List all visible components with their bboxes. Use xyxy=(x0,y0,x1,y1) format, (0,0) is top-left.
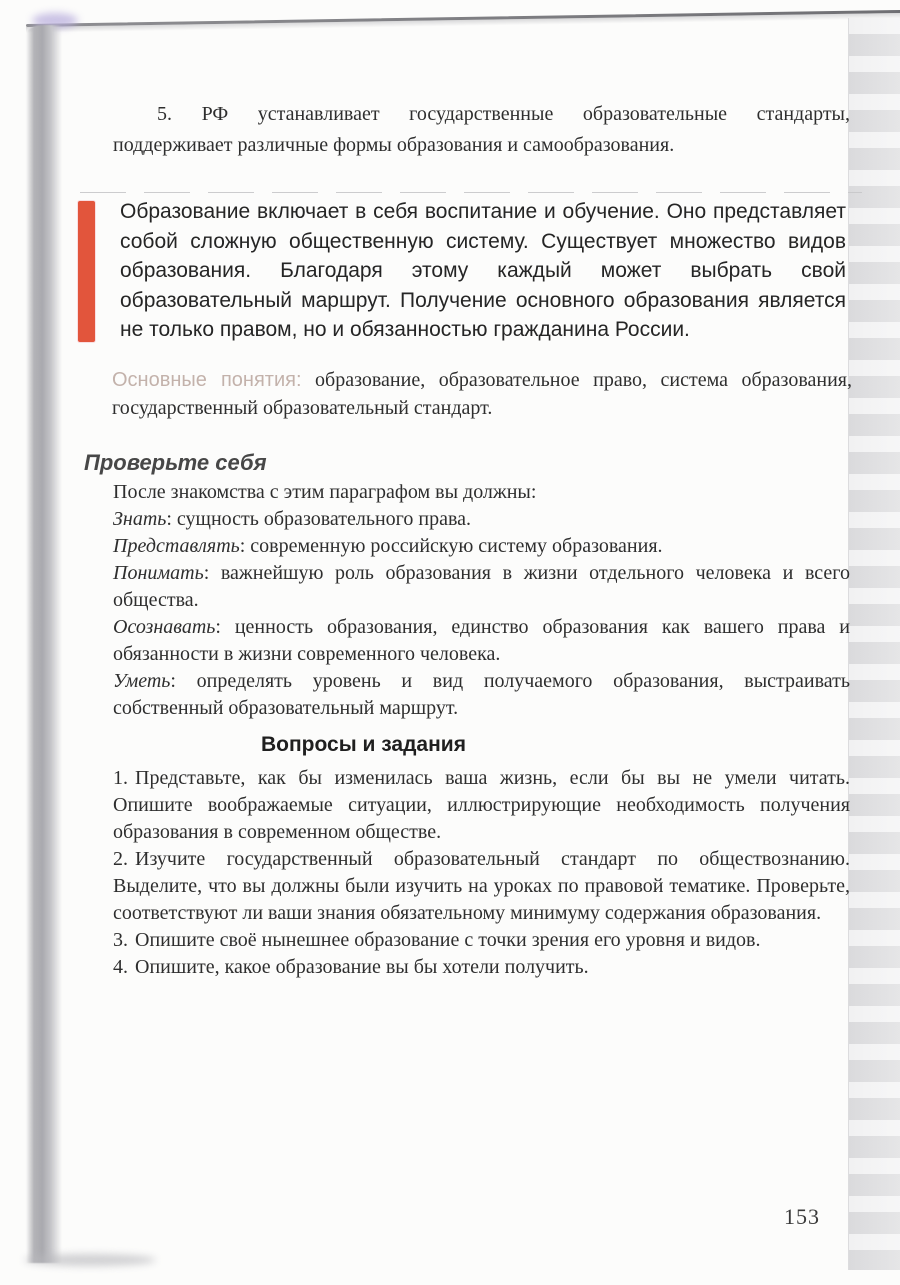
check-item xyxy=(113,668,850,722)
check-item-label: Знать xyxy=(113,508,167,530)
key-concepts-label: Основные понятия: xyxy=(112,369,302,391)
check-item-text: : современную российскую систему образования. xyxy=(239,535,663,557)
check-item xyxy=(113,614,850,668)
page-stack-edge xyxy=(848,18,900,1270)
question-item xyxy=(113,765,850,846)
question-text: Опишите своё нынешнее образование с точки зрения его уровня и видов. xyxy=(135,929,761,951)
check-item-label: Представлять xyxy=(113,535,240,557)
question-text: Опишите, какое образование вы бы хотели получить. xyxy=(135,956,589,978)
check-item-label: Уметь xyxy=(113,670,171,692)
question-number: 4. xyxy=(113,956,128,978)
spine-shadow-foot xyxy=(24,1254,156,1266)
check-item xyxy=(113,506,850,533)
question-text: Изучите государственный образовательный стандарт по обществознанию. Выделите, что вы должны были изучить на уроках по правовой тематике. Проверьте, соответствуют ли ваши знания обязательному минимуму содержания образования. xyxy=(113,848,850,924)
check-yourself-heading: Проверьте себя xyxy=(84,450,267,475)
check-item-text: : ценность образования, единство образования как вашего права и обязанности в жизни современного человека. xyxy=(113,616,850,665)
question-item xyxy=(113,927,850,954)
key-concepts xyxy=(112,366,852,422)
question-item xyxy=(113,846,850,927)
question-item xyxy=(113,954,850,981)
question-number: 3. xyxy=(113,929,128,951)
questions-heading: Вопросы и задания xyxy=(261,733,466,756)
key-concepts-text: образование, образовательное право, система образования, государственный образовательный стандарт. xyxy=(112,369,853,419)
check-item xyxy=(113,533,850,560)
summary-box xyxy=(78,197,848,345)
question-number: 1. xyxy=(113,767,128,789)
summary-box-top-rule xyxy=(80,192,862,193)
question-text: Представьте, как бы изменилась ваша жизнь, если бы вы не умели читать. Опишите воображаемые ситуации, иллюстрирующие необходимость получения образования в современном обществе. xyxy=(113,767,850,843)
check-item-text: : важнейшую роль образования в жизни отдельного человека и всего общества. xyxy=(113,562,850,611)
check-yourself-block xyxy=(113,479,850,722)
check-yourself-intro: После знакомства с этим параграфом вы должны: xyxy=(113,481,537,503)
check-item xyxy=(113,560,850,614)
check-item-text: : сущность образовательного права. xyxy=(166,508,472,530)
spine-shadow-band xyxy=(26,25,62,1263)
check-item-label: Осознавать xyxy=(113,616,216,638)
summary-text: Образование включает в себя воспитание и обучение. Оно представляет собой сложную общественную систему. Существует множество видов образования. Благодаря этому каждый может выбрать свой образовательный маршрут. Получение основного образования является не только правом, но и обязанностью гражданина России. xyxy=(120,200,846,341)
questions-block xyxy=(113,731,850,981)
accent-bar xyxy=(78,201,95,342)
check-item-label: Понимать xyxy=(113,562,204,584)
paragraph-point-5: 5. РФ устанавливает государственные образовательные стандарты, поддерживает различные формы образования и самообразования. xyxy=(113,103,850,156)
question-number: 2. xyxy=(113,848,128,870)
check-item-text: : определять уровень и вид получаемого образования, выстраивать собственный образовательный маршрут. xyxy=(113,670,850,719)
page-number: 153 xyxy=(784,1204,820,1229)
